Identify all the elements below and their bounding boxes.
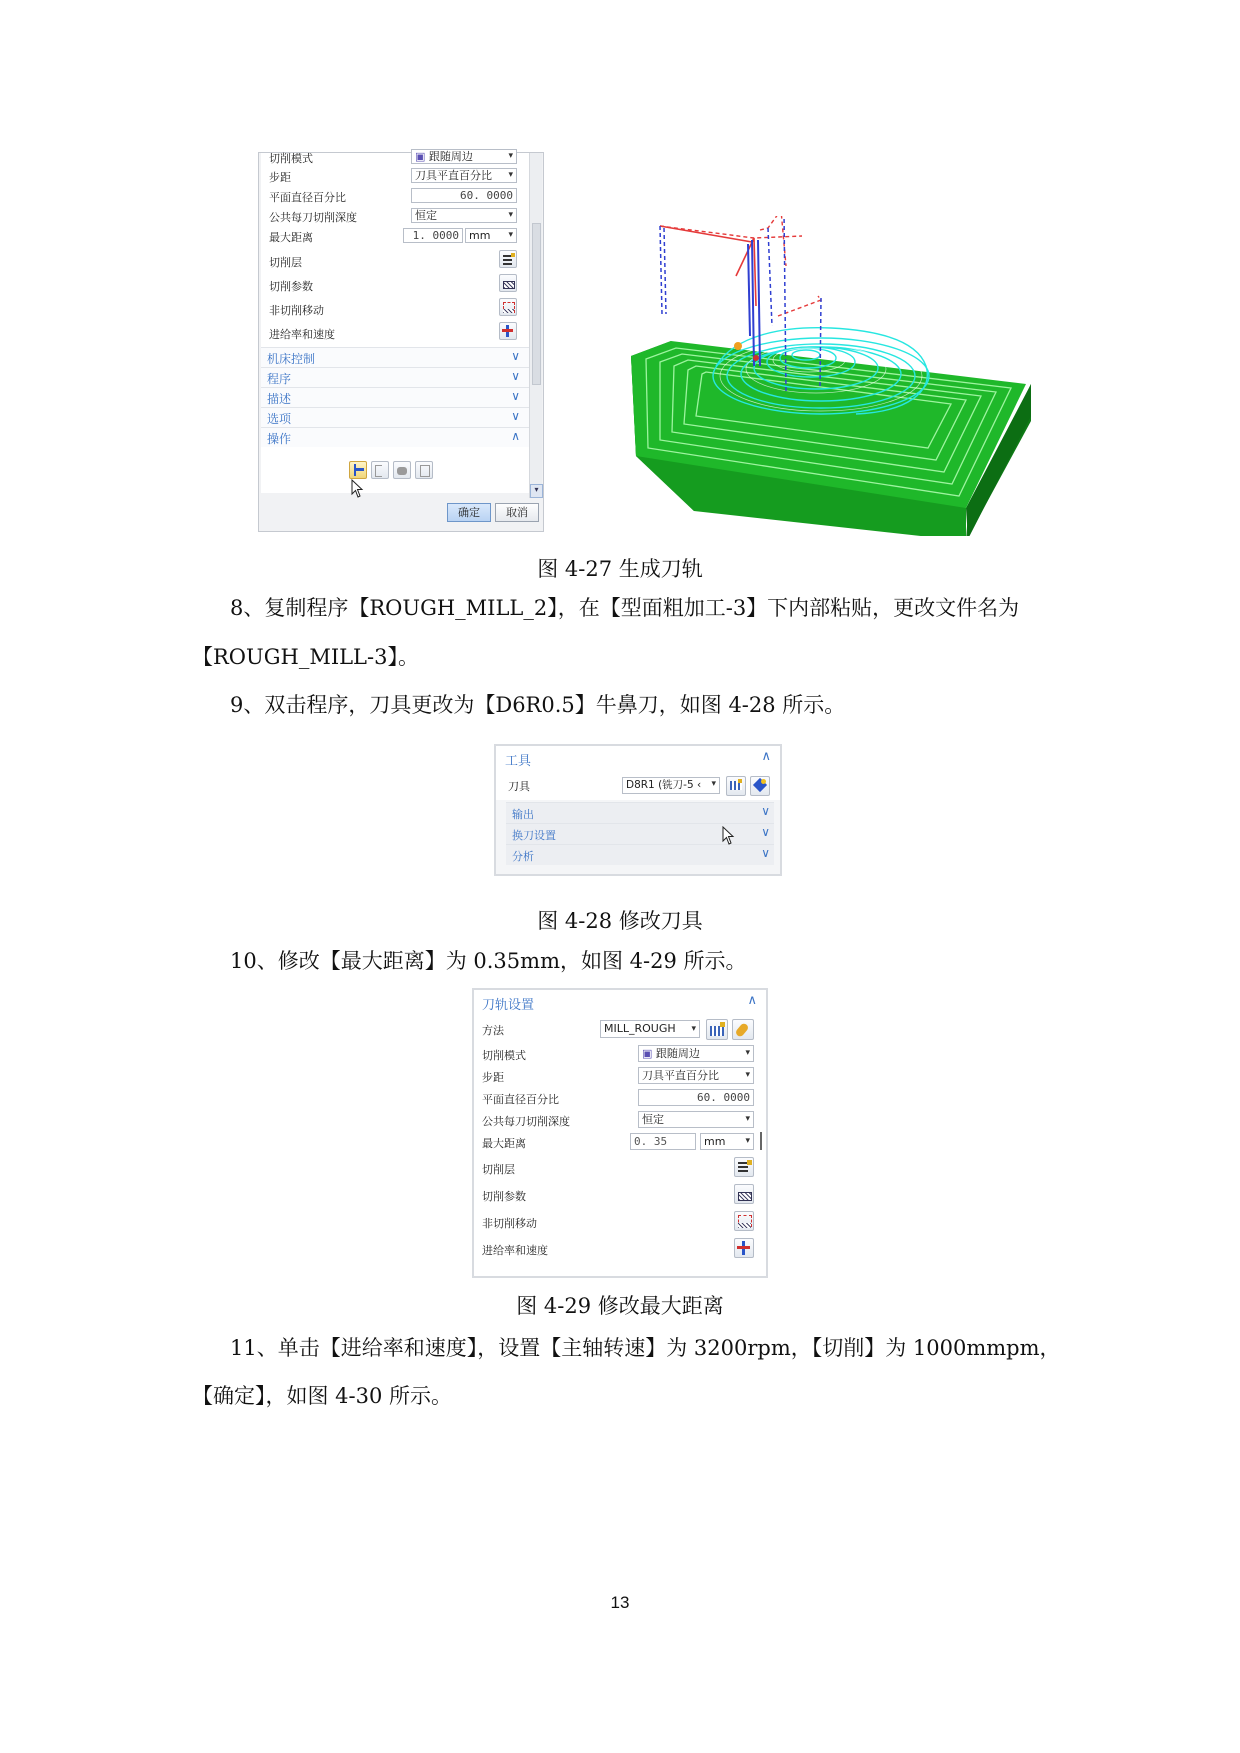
chevron-down-icon: ∨ [511,389,520,403]
scroll-down-icon[interactable]: ▾ [530,484,543,498]
chevron-up-icon: ∧ [511,429,520,443]
row-label: 最大距离 [269,231,313,244]
fig27-row-maxdist [261,226,529,246]
fig29-row-non-cut [474,1208,766,1234]
section-title: 刀轨设置 [482,998,535,1013]
section-output[interactable] [506,802,774,823]
row-label: 切削层 [482,1163,515,1176]
chevron-down-icon: ∨ [511,349,520,363]
cut-levels-icon[interactable] [734,1157,754,1177]
chevron-down-icon: ∨ [511,369,520,383]
maxdist-input[interactable] [630,1133,696,1150]
row-label: 进给率和速度 [269,328,335,341]
cut-mode-value: 跟随周边 [655,1047,700,1060]
fig28-tool-panel [494,744,782,876]
generate-toolpath-icon[interactable] [349,461,367,479]
scrollbar-thumb[interactable] [532,223,541,385]
wrench-icon[interactable] [732,1019,754,1040]
row-label: 切削层 [269,256,302,269]
section-label: 描述 [267,392,292,406]
section-label: 操作 [267,432,292,446]
tool-value: D8R1 (铣刀-5 ‹ [626,779,702,791]
toolpath-3d-view [616,216,1032,536]
depth-value: 恒定 [415,209,437,222]
fig27-scroll-area [261,150,529,493]
fig27-scrollbar[interactable] [529,153,542,498]
section-label: 选项 [267,412,292,426]
section-description[interactable] [261,387,529,407]
fig27-row-stepover [261,166,529,186]
cut-params-icon[interactable] [734,1184,754,1204]
fig27-row-cut-levels [261,248,529,272]
row-label: 切削参数 [269,280,313,293]
section-label: 换刀设置 [512,829,556,842]
chevron-down-icon: ∨ [761,846,770,860]
tool-select[interactable] [622,777,720,794]
pattern-icon: ▣ [642,1047,656,1060]
row-label: 最大距离 [482,1137,526,1150]
depth-select[interactable] [638,1111,754,1128]
unit-select[interactable] [700,1133,754,1150]
section-label: 机床控制 [267,352,316,366]
cut-params-icon[interactable] [499,274,517,292]
row-label: 切削参数 [482,1190,526,1203]
row-label: 切削模式 [269,152,313,165]
section-actions[interactable] [261,427,529,447]
row-label: 步距 [482,1071,504,1084]
percent-input[interactable] [638,1089,754,1106]
tool-label: 刀具 [508,780,530,793]
fig28-header[interactable] [496,746,780,770]
row-label: 平面直径百分比 [269,191,346,204]
replay-icon[interactable] [371,461,389,479]
fig29-row-depth [474,1108,766,1130]
fig28-caption: 图 4-28 修改刀具 [537,909,703,933]
row-label: 进给率和速度 [482,1244,548,1257]
section-label: 分析 [512,850,534,863]
cut-levels-icon[interactable] [499,250,517,268]
chevron-up-icon: ∧ [747,993,757,1008]
maxdist-input[interactable] [403,228,463,243]
unit-select[interactable] [465,228,517,243]
list-icon[interactable] [415,461,433,479]
non-cutting-moves-icon[interactable] [734,1211,754,1231]
cut-mode-select[interactable]: ▣ 跟随周边 ▾ [411,149,517,164]
chevron-down-icon: ∨ [761,825,770,839]
fig29-row-method [474,1016,766,1040]
paragraph-10: 10、修改【最大距离】为 0.35mm，如图 4-29 所示。 [230,949,747,973]
fig27-row-feeds [261,320,529,344]
fig29-row-percent [474,1086,766,1108]
mouse-cursor-icon [722,826,736,846]
method-select[interactable] [600,1020,700,1038]
fig27-row-depth [261,206,529,226]
page-number: 13 [610,1593,630,1612]
depth-value: 恒定 [642,1113,664,1126]
row-label: 非切削移动 [482,1217,537,1230]
fig29-caption: 图 4-29 修改最大距离 [516,1294,724,1318]
section-program[interactable] [261,367,529,387]
row-label: 公共每刀切削深度 [269,211,357,224]
cancel-button[interactable]: 取消 [495,503,539,522]
ok-button[interactable]: 确定 [447,503,491,522]
percent-value: 60. 0000 [460,189,513,202]
text-caret [760,1132,762,1150]
stepover-value: 刀具平直百分比 [415,169,492,182]
row-label: 切削模式 [482,1049,526,1062]
fig29-row-stepover [474,1064,766,1086]
feeds-speeds-icon[interactable] [734,1238,754,1258]
paragraph-8-line1: 8、复制程序【ROUGH_MILL_2】，在【型面粗加工-3】下内部粘贴，更改文件名为 [230,596,1020,620]
section-label: 程序 [267,372,292,386]
chevron-down-icon: ∨ [511,409,520,423]
row-label: 非切削移动 [269,304,324,317]
method-value: MILL_ROUGH [604,1022,676,1035]
chevron-up-icon: ∧ [761,749,771,764]
stepover-select[interactable] [411,168,517,183]
paragraph-9: 9、双击程序，刀具更改为【D6R0.5】牛鼻刀，如图 4-28 所示。 [230,693,846,717]
pattern-icon: ▣ [415,150,429,163]
chevron-down-icon: ∨ [761,804,770,818]
edit-method-icon[interactable] [706,1019,728,1040]
maxdist-value: 0. 35 [634,1135,668,1148]
section-label: 输出 [512,808,534,821]
fig27-row-non-cut [261,296,529,320]
non-cutting-moves-icon[interactable] [499,298,517,316]
fig28-tool-row [496,770,780,800]
fig29-row-feeds [474,1235,766,1261]
cut-mode-select[interactable] [638,1045,754,1062]
edit-tool-icon[interactable] [726,776,746,796]
row-label: 方法 [482,1024,504,1037]
row-label: 平面直径百分比 [482,1093,559,1106]
fig27-row-percent [261,186,529,206]
percent-value: 60. 0000 [697,1091,750,1104]
new-tool-icon[interactable] [750,776,770,796]
fig29-row-cut-mode [474,1042,766,1064]
verify-icon[interactable] [393,461,411,479]
paragraph-11-line1: 11、单击【进给率和速度】，设置【主轴转速】为 3200rpm，【切削】为 1000mmpm， [230,1336,1061,1360]
fig29-row-cut-params [474,1181,766,1207]
fig29-header[interactable] [474,990,766,1014]
section-machine-control[interactable] [261,347,529,367]
row-label: 步距 [269,171,291,184]
fig27-caption: 图 4-27 生成刀轨 [537,557,703,581]
section-title: 工具 [505,754,532,769]
fig27-row-cut-mode [261,147,529,165]
fig29-path-settings-panel [472,988,768,1278]
percent-input[interactable] [411,188,517,203]
section-options[interactable] [261,407,529,427]
fig29-row-cut-levels [474,1154,766,1180]
paragraph-11-line2: 【确定】，如图 4-30 所示。 [192,1384,453,1408]
row-label: 公共每刀切削深度 [482,1115,570,1128]
fig29-row-maxdist [474,1130,766,1152]
stepover-select[interactable] [638,1067,754,1084]
fig27-dialog [258,152,544,532]
unit-value: mm [469,229,491,242]
feeds-speeds-icon[interactable] [499,322,517,340]
mouse-cursor-icon [351,479,365,499]
fig27-row-cut-params [261,272,529,296]
stepover-value: 刀具平直百分比 [642,1069,719,1082]
unit-value: mm [704,1135,726,1148]
maxdist-value: 1. 0000 [412,229,459,242]
paragraph-8-line2: 【ROUGH_MILL-3】。 [192,645,419,669]
depth-select[interactable] [411,208,517,223]
section-analysis[interactable] [506,844,774,865]
